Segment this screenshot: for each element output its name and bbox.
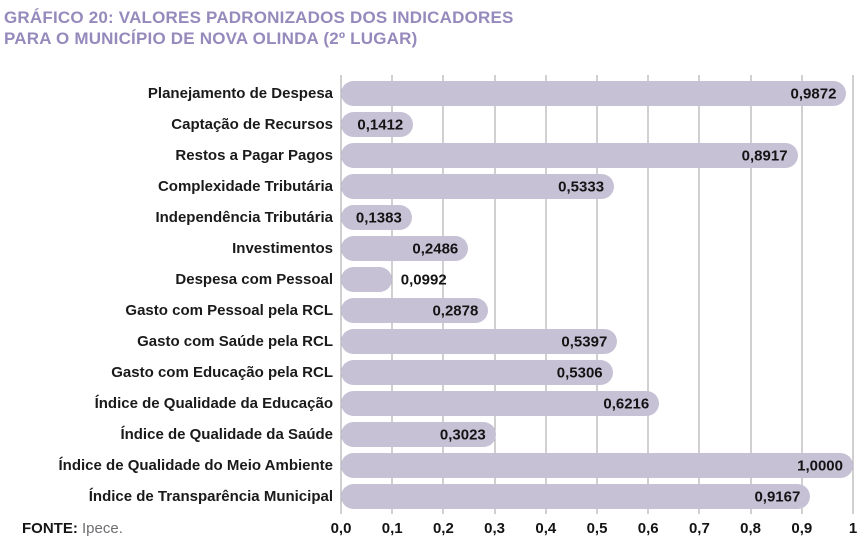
x-axis-tick-label: 0,3 [484,520,506,537]
x-axis-tick-label: 0,2 [432,520,454,537]
source-note [22,520,123,537]
category-label: Gasto com Saúde pela RCL [137,333,333,350]
category-label: Captação de Recursos [171,116,333,133]
category-label: Despesa com Pessoal [175,271,333,288]
bar-value-label: 0,1412 [357,116,404,133]
x-axis-tick-label: 0,1 [381,520,403,537]
category-label: Índice de Transparência Municipal [88,488,333,505]
bar [341,360,613,385]
gridline [699,75,700,514]
gridline [648,75,649,514]
x-axis-tick-label: 0,6 [637,520,659,537]
gridline [494,75,495,514]
chart-title-line-1: GRÁFICO 20: VALORES PADRONIZADOS DOS INDICADORES [4,8,514,27]
x-axis-tick-label: 0,8 [740,520,762,537]
bar-value-label: 0,2486 [412,240,459,257]
bar-value-label: 0,5306 [556,364,603,381]
x-axis-tick-label: 0,5 [586,520,608,537]
x-axis-tick-label: 0,0 [330,520,352,537]
bar [341,422,496,447]
category-label: Índice de Qualidade da Saúde [120,426,333,443]
x-axis-tick-label: 1 [848,520,858,537]
category-label: Investimentos [232,240,333,257]
bar-value-label: 0,9167 [754,488,801,505]
bar [341,391,659,416]
category-label: Índice de Qualidade da Educação [94,395,333,412]
category-label: Índice de Qualidade do Meio Ambiente [58,457,333,474]
bar [341,236,468,261]
bar-value-label: 1,0000 [797,457,843,474]
bar-value-label: 0,5397 [561,333,608,350]
gridline [443,75,444,514]
x-axis-tick-label: 0,4 [535,520,557,537]
bar [341,81,846,106]
bar [341,205,412,230]
bar-value-label: 0,0992 [400,271,447,288]
category-label: Restos a Pagar Pagos [175,147,333,164]
bar [341,112,413,137]
bar [341,267,447,292]
category-labels [0,75,341,514]
gridline [545,75,546,514]
gridline [853,75,854,514]
chart-area [0,75,853,514]
category-label: Complexidade Tributária [157,178,333,195]
gridline [341,75,342,514]
bar [341,298,488,323]
source-text: Ipece. [77,520,123,537]
x-axis [330,520,858,542]
source-label: FONTE: [22,520,78,537]
plot-area [341,75,853,514]
bar-value-label: 0,8917 [741,147,788,164]
bar [341,484,810,509]
chart-title-line-2: PARA O MUNICÍPIO DE NOVA OLINDA (2º LUGAR) [4,29,418,49]
chart-title [4,7,514,49]
bar [341,143,798,168]
category-label: Gasto com Educação pela RCL [111,364,333,381]
category-label: Planejamento de Despesa [147,85,333,102]
bar-value-label: 0,9872 [790,85,837,102]
bar [341,453,853,478]
gridline [750,75,751,514]
bar-value-label: 0,2878 [432,302,479,319]
bar-value-label: 0,1383 [355,209,402,226]
gridline [392,75,393,514]
bar-value-label: 0,5333 [558,178,605,195]
gridline [597,75,598,514]
x-axis-tick-label: 0,7 [688,520,710,537]
gridline [801,75,802,514]
bar-value-label: 0,6216 [603,395,650,412]
category-label: Independência Tributária [155,209,333,226]
bar [341,174,614,199]
bar [341,329,617,354]
bar-value-label: 0,3023 [439,426,486,443]
category-label: Gasto com Pessoal pela RCL [125,302,333,319]
x-axis-tick-label: 0,9 [791,520,813,537]
